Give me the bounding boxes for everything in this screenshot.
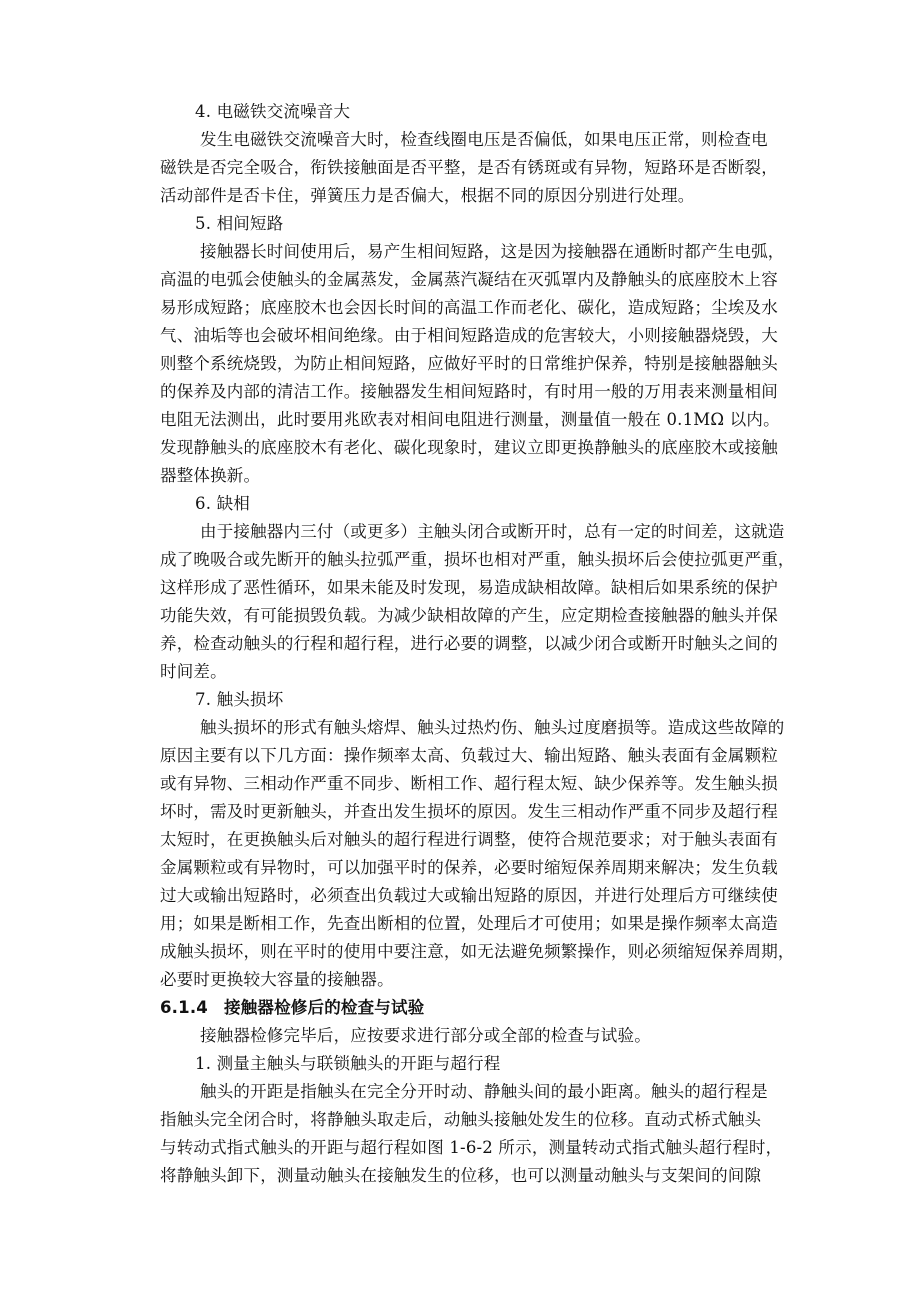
- paragraph-line: 电阻无法测出，此时要用兆欧表对相间电阻进行测量，测量值一般在 0.1MΩ 以内。: [160, 410, 780, 429]
- paragraph-line: 指触头完全闭合时，将静触头取走后，动触头接触处发生的位移。直动式桥式触头: [160, 1110, 762, 1129]
- heading-1-measure: 1. 测量主触头与联锁触头的开距与超行程: [195, 1054, 501, 1073]
- paragraph-line: 活动部件是否卡住，弹簧压力是否偏大，根据不同的原因分别进行处理。: [160, 186, 695, 205]
- paragraph-line: 触头的开距是指触头在完全分开时动、静触头间的最小距离。触头的超行程是: [200, 1082, 768, 1101]
- paragraph-line: 坏时，需及时更新触头，并查出发生损坏的原因。发生三相动作严重不同步及超行程: [160, 802, 778, 821]
- paragraph-line: 用；如果是断相工作，先查出断相的位置，处理后才可使用；如果是操作频率太高造: [160, 914, 778, 933]
- paragraph-line: 成触头损坏，则在平时的使用中要注意，如无法避免频繁操作，则必须缩短保养周期，: [160, 942, 795, 961]
- paragraph-line: 高温的电弧会使触头的金属蒸发，金属蒸汽凝结在灭弧罩内及静触头的底座胶木上容: [160, 270, 778, 289]
- paragraph-line: 将静触头卸下，测量动触头在接触发生的位移，也可以测量动触头与支架间的间隙: [160, 1166, 762, 1185]
- paragraph-line: 必要时更换较大容量的接触器。: [160, 970, 394, 989]
- paragraph-line: 由于接触器内三付（或更多）主触头闭合或断开时，总有一定的时间差，这就造: [200, 522, 785, 541]
- section-title: 接触器检修后的检查与试验: [224, 998, 425, 1017]
- paragraph-line: 或有异物、三相动作严重不同步、断相工作、超行程太短、缺少保养等。发生触头损: [160, 774, 778, 793]
- section-heading: [160, 995, 424, 1021]
- paragraph-line: 接触器检修完毕后，应按要求进行部分或全部的检查与试验。: [200, 1026, 651, 1045]
- section-number: 6.1.4: [160, 998, 208, 1017]
- paragraph-line: 发生电磁铁交流噪音大时，检查线圈电压是否偏低，如果电压正常，则检查电: [200, 130, 768, 149]
- heading-4-noise: 4. 电磁铁交流噪音大: [195, 102, 351, 121]
- paragraph-line: 接触器长时间使用后，易产生相间短路，这是因为接触器在通断时都产生电弧，: [200, 242, 785, 261]
- paragraph-line: 器整体换新。: [160, 466, 261, 485]
- paragraph-line: 则整个系统烧毁，为防止相间短路，应做好平时的日常维护保养，特别是接触器触头: [160, 354, 778, 373]
- paragraph-line: 时间差。: [160, 662, 227, 681]
- paragraph-line: 气、油垢等也会破坏相间绝缘。由于相间短路造成的危害较大，小则接触器烧毁，大: [160, 326, 778, 345]
- heading-5-phase-short: 5. 相间短路: [195, 214, 284, 233]
- paragraph-line: 功能失效，有可能损毁负载。为减少缺相故障的产生，应定期检查接触器的触头并保: [160, 606, 778, 625]
- paragraph-line: 太短时，在更换触头后对触头的超行程进行调整，使符合规范要求；对于触头表面有: [160, 830, 778, 849]
- paragraph-line: 这样形成了恶性循环，如果未能及时发现，易造成缺相故障。缺相后如果系统的保护: [160, 578, 778, 597]
- paragraph-line: 触头损坏的形式有触头熔焊、触头过热灼伤、触头过度磨损等。造成这些故障的: [200, 718, 785, 737]
- heading-7-contact-damage: 7. 触头损坏: [195, 690, 284, 709]
- paragraph-line: 养，检查动触头的行程和超行程，进行必要的调整，以减少闭合或断开时触头之间的: [160, 634, 778, 653]
- paragraph-line: 易形成短路；底座胶木也会因长时间的高温工作而老化、碳化，造成短路；尘埃及水: [160, 298, 778, 317]
- paragraph-line: 发现静触头的底座胶木有老化、碳化现象时，建议立即更换静触头的底座胶木或接触: [160, 438, 778, 457]
- paragraph-line: 成了晚吸合或先断开的触头拉弧严重，损坏也相对严重，触头损坏后会使拉弧更严重，: [160, 550, 795, 569]
- paragraph-line: 与转动式指式触头的开距与超行程如图 1-6-2 所示，测量转动式指式触头超行程时，: [160, 1138, 783, 1157]
- heading-6-phase-loss: 6. 缺相: [195, 494, 250, 513]
- paragraph-line: 磁铁是否完全吸合，衔铁接触面是否平整，是否有锈斑或有异物，短路环是否断裂，: [160, 158, 778, 177]
- paragraph-line: 原因主要有以下几方面：操作频率太高、负载过大、输出短路、触头表面有金属颗粒: [160, 746, 778, 765]
- paragraph-line: 金属颗粒或有异物时，可以加强平时的保养，必要时缩短保养周期来解决；发生负载: [160, 858, 778, 877]
- paragraph-line: 的保养及内部的清洁工作。接触器发生相间短路时，有时用一般的万用表来测量相间: [160, 382, 778, 401]
- paragraph-line: 过大或输出短路时，必须查出负载过大或输出短路的原因，并进行处理后方可继续使: [160, 886, 778, 905]
